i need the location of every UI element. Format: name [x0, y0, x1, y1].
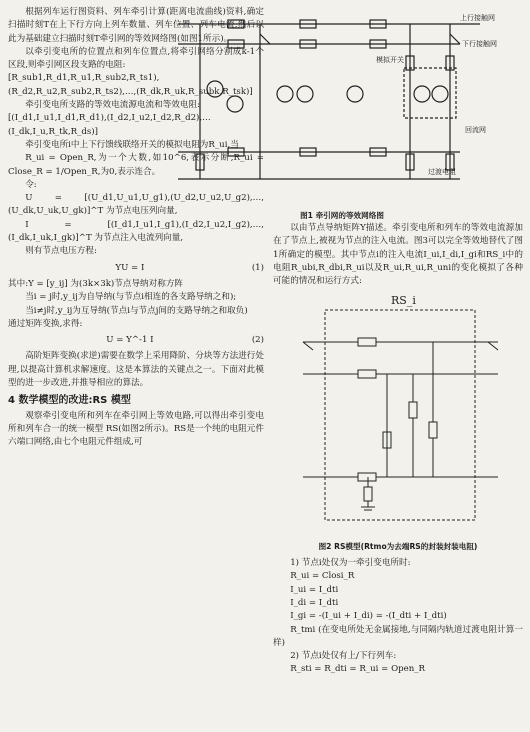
paragraph: 则有节点电压方程: [25, 246, 97, 257]
paragraph: 其中:Y = [y_ij] 为(3k×3k)节点导纳对称方阵 [8, 278, 184, 289]
equation-line: I_gi = -(I_ui + I_di) = -(I_dti + I_dti) [290, 611, 447, 622]
label-return: 回流网 [465, 126, 486, 134]
equation-text: YU = I [115, 262, 145, 273]
paragraph: U = [(U_d1,U_u1,U_g1),(U_d2,U_u2,U_g2),…,(U_dk,U_uk,U_gk)]^T 为节点电压列向量, [8, 193, 264, 217]
section-heading: 4 数学模型的改进:RS 模型 [8, 395, 131, 407]
label-up-line: 上行接触网 [460, 14, 495, 22]
paragraph: [(I_d1,I_u1,I_d1,R_d1),(I_d2,I_u2,I_d2,R_d2),…(I_dk,I_u,R_tk,R_ds)] [8, 113, 211, 137]
equation-2 [8, 334, 264, 347]
paragraph: 当i≠j时,y_ij为互导纳(节点i与节点j间的支路导纳之和取负) [25, 305, 248, 316]
equation-line: R_ui = Closi_R [290, 571, 355, 582]
equation-1 [8, 262, 264, 275]
paragraph: [R_sub1,R_d1,R_u1,R_sub2,R_ts1),(R_d2,R_u2,R_sub2,R_ts2),…,(R_dk,R_uk,R_subk,R_tsk)] [8, 73, 253, 97]
equation-number: (1) [251, 262, 264, 273]
paragraph: R_tmi (在变电所处无金属接地,与同隔内轨道过渡电阻计算一样) [273, 624, 523, 648]
paragraph: 当i = j时,y_ij为自导纳(与节点i相连的各支路导纳之和); [25, 292, 237, 303]
figure-2-title: RS_i [391, 294, 416, 308]
paragraph: 高阶矩阵变换(求逆)需要在数学上采用降阶、分块等方法进行处理,以提高计算机求解速度。这是本算法的关键点之一。下面对此模型的进一步改进,并推导相应的算法。 [8, 351, 264, 389]
equation-line: I_di = I_dti [290, 597, 339, 608]
paragraph: 牵引变电所支路的等效电流源电流和等效电阻: [25, 100, 200, 111]
rs-model-diagram [273, 292, 523, 532]
list-item: 2) 节点i处仅有上/下行列车: [290, 651, 397, 662]
equation-text: U = Y^-1 I [106, 335, 154, 346]
paragraph: 以牵引变电所的位置点和列车位置点,将牵引网络分割成k-1个区段,则牵引网区段支路的电阻: [8, 46, 264, 71]
paragraph: 观察牵引变电所和列车在牵引网上等效电路,可以得出牵引变电所和列车合一的统一模型 RS(如图2所示)。RS是一个纯的电阻元件六端口网络,由七个电阻元件组成,可 [8, 410, 264, 448]
paragraph: 令: [25, 179, 37, 190]
label-switch: 模拟开关 [376, 56, 404, 64]
paragraph: I = [(I_d1,I_u1,I_g1),(I_d2,I_u2,I_g2),…,(I_dk,I_uk,I_gk)]^T 为节点注入电流列向量, [8, 219, 264, 244]
equation-number: (2) [251, 335, 264, 346]
label-down-line: 下行接触网 [462, 40, 497, 48]
figure-1 [160, 4, 524, 220]
paragraph: 根据列车运行图资料、列车牵引计算(距离电流曲线)资料,确定扫描时刻T在上下行方向上列车数量、列车位置、列车电流,然后以此为基础建立扫描时刻T牵引网的等效网络图(如图1所示)。 [8, 7, 264, 44]
equation-line: R_sti = R_dti = R_ui = Open_R [290, 664, 426, 675]
right-column [273, 222, 523, 677]
paragraph: 以由节点导纳矩阵Y描述。牵引变电所和列车的等效电流源加在了节点上,被视为节点的注入电流。图3可以完全等效地替代了图1所确定的模型。其中节点i的注入电流I_ui,I_di,I_gi和RS_i中的电阻R_ubi,R_dbi,R_ui以及R_ui,R_ui,R_uni的变化模拟了各种可能的情况和运行方式: [273, 223, 523, 287]
label-transition: 过渡电阻 [428, 168, 456, 176]
network-diagram [160, 4, 524, 204]
paragraph: R_ui = Open_R,为一个大数,如10^6,表示分断,R_ui = Close_R = 1/Open_R,为0,表示连合。 [8, 153, 264, 177]
paragraph: 牵引变电所i中上下行馈线联络开关的模拟电阻为R_ui,当 [25, 139, 239, 150]
figure-2 [273, 292, 523, 553]
paragraph: 通过矩阵变换,求得: [8, 318, 83, 329]
list-item: 1) 节点i处仅为一牵引变电所时: [290, 558, 411, 569]
equation-line: I_ui = I_dti [290, 584, 339, 595]
figure-2-caption: 图2 RS模型(Rtmo为去端RS的封装封装电阻) [318, 541, 478, 551]
figure-1-caption: 图1 牵引网的等效网络图 [300, 211, 384, 220]
